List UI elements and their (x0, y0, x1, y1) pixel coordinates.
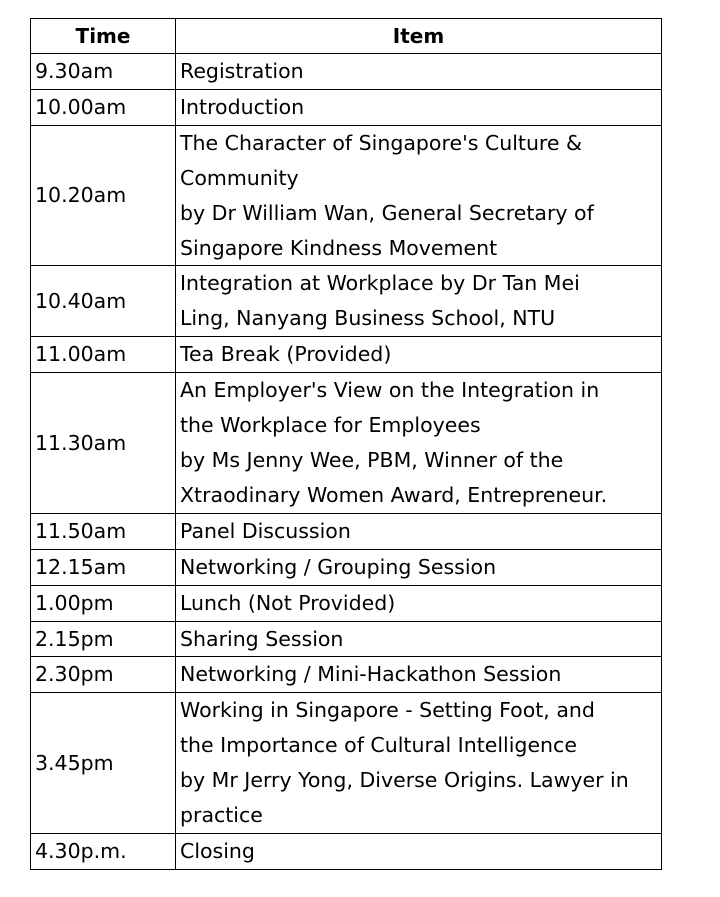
item-cell (176, 657, 662, 693)
item-line: the Importance of Cultural Intelligence (180, 733, 577, 758)
schedule-body (31, 54, 662, 870)
item-line: Tea Break (Provided) (180, 342, 392, 367)
item-cell (176, 693, 662, 834)
item-line: Panel Discussion (180, 518, 351, 543)
item-line: Registration (180, 59, 304, 83)
item-cell (176, 833, 662, 869)
item-cell (176, 585, 662, 621)
item-cell (176, 337, 662, 373)
item-column-header: Item (176, 19, 662, 54)
table-row (31, 513, 662, 549)
item-cell (176, 266, 662, 337)
table-row (31, 54, 662, 90)
item-cell (176, 621, 662, 657)
time-cell: 9.30am (31, 54, 176, 90)
item-cell (176, 513, 662, 549)
item-line: Lunch (Not Provided) (180, 590, 396, 615)
time-cell: 11.30am (31, 373, 176, 514)
item-line: by Ms Jenny Wee, PBM, Winner of the (180, 447, 564, 472)
item-line: by Mr Jerry Yong, Diverse Origins. Lawyer in (180, 768, 629, 793)
schedule-table (30, 18, 662, 870)
item-line: practice (180, 803, 263, 828)
table-row (31, 89, 662, 125)
table-row (31, 266, 662, 337)
table-row (31, 621, 662, 657)
time-cell: 12.15am (31, 549, 176, 585)
item-cell (176, 125, 662, 266)
item-line: Community (180, 165, 299, 190)
time-column-header: Time (31, 19, 176, 54)
time-cell: 4.30p.m. (31, 833, 176, 869)
item-line: Ling, Nanyang Business School, NTU (180, 306, 556, 331)
time-cell: 10.00am (31, 89, 176, 125)
time-cell: 1.00pm (31, 585, 176, 621)
time-cell: 3.45pm (31, 693, 176, 834)
time-cell: 2.15pm (31, 621, 176, 657)
item-line: The Character of Singapore's Culture & (180, 130, 583, 155)
table-row (31, 693, 662, 834)
time-cell: 10.20am (31, 125, 176, 266)
item-cell (176, 373, 662, 514)
item-cell (176, 549, 662, 585)
item-line: Working in Singapore - Setting Foot, and (180, 698, 595, 723)
table-row (31, 125, 662, 266)
item-line: Xtraodinary Women Award, Entrepreneur. (180, 482, 608, 507)
item-line: An Employer's View on the Integration in (180, 378, 600, 403)
item-line: Integration at Workplace by Dr Tan Mei (180, 271, 580, 296)
time-cell: 2.30pm (31, 657, 176, 693)
item-line: Sharing Session (180, 626, 344, 651)
item-line: the Workplace for Employees (180, 413, 481, 438)
item-line: Networking / Mini-Hackathon Session (180, 662, 562, 687)
item-cell (176, 54, 662, 90)
header-row (31, 19, 662, 54)
table-row (31, 373, 662, 514)
item-line: Singapore Kindness Movement (180, 235, 498, 260)
table-row (31, 833, 662, 869)
item-line: Introduction (180, 94, 305, 119)
item-line: Closing (180, 838, 255, 863)
item-cell (176, 89, 662, 125)
table-row (31, 337, 662, 373)
table-row (31, 657, 662, 693)
item-line: Networking / Grouping Session (180, 554, 497, 579)
time-cell: 11.00am (31, 337, 176, 373)
table-row (31, 585, 662, 621)
time-cell: 10.40am (31, 266, 176, 337)
table-row (31, 549, 662, 585)
time-cell: 11.50am (31, 513, 176, 549)
item-line: by Dr William Wan, General Secretary of (180, 200, 594, 225)
